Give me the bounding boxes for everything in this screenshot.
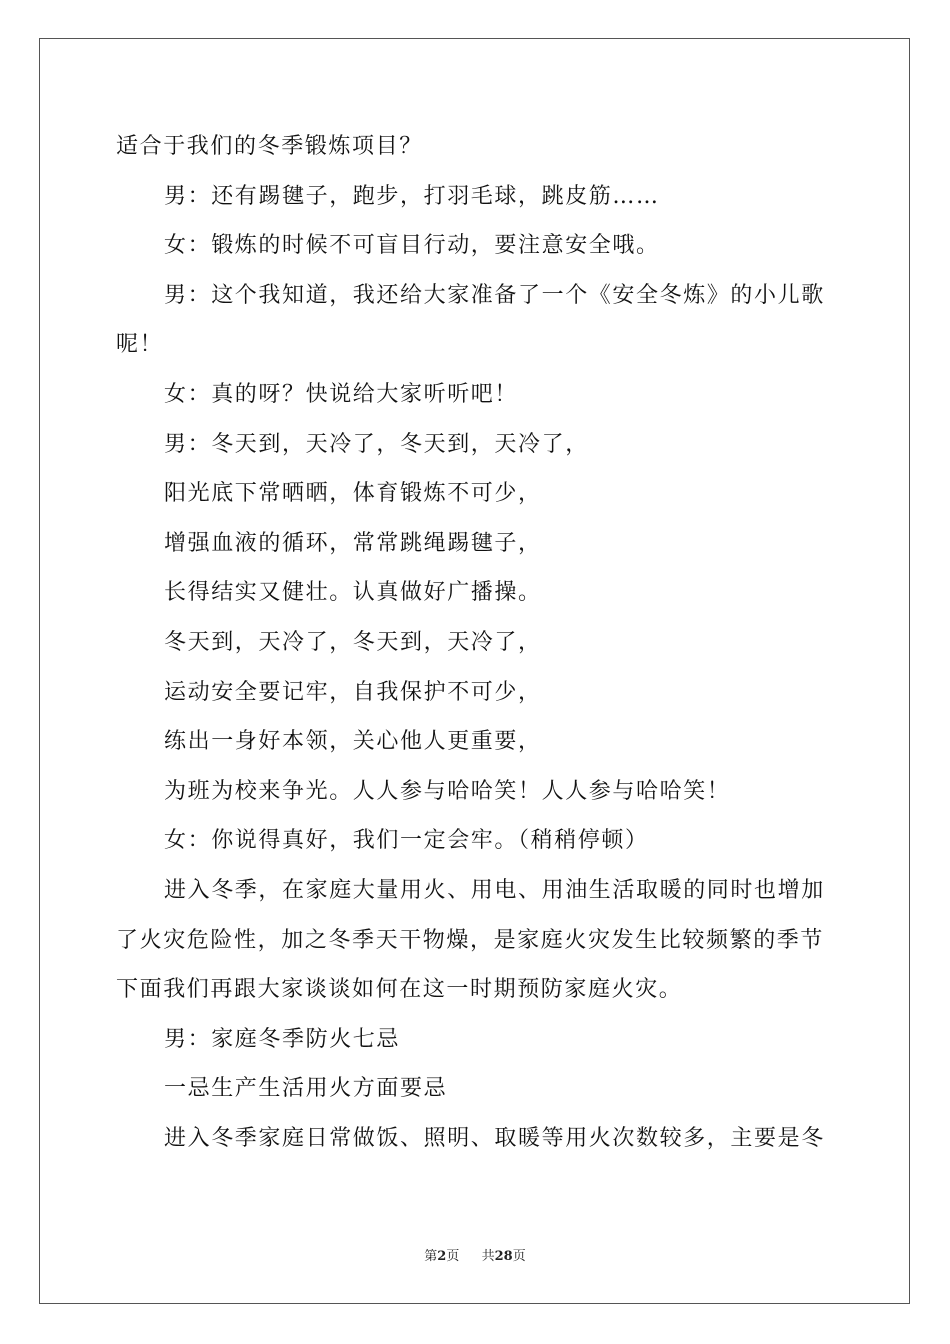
text-line: 冬天到，天冷了，冬天到，天冷了，	[164, 629, 542, 655]
page-number: 2	[437, 1249, 447, 1264]
text-line: 男：冬天到，天冷了，冬天到，天冷了，	[164, 431, 589, 457]
text-line: 女：你说得真好，我们一定会牢。（稍稍停顿）	[164, 828, 649, 854]
text-line: 练出一身好本领，关心他人更重要，	[164, 729, 542, 755]
text-line: 为班为校来争光。人人参与哈哈笑！人人参与哈哈笑！	[164, 778, 731, 804]
document-body	[116, 127, 836, 1168]
text-line: 男：家庭冬季防火七忌	[164, 1026, 401, 1052]
text-line: 运动安全要记牢，自我保护不可少，	[164, 679, 542, 705]
text-line: 呢！	[116, 332, 164, 358]
text-line: 长得结实又健壮。认真做好广播操。	[164, 580, 542, 606]
text-line: 了火灾危险性，加之冬季天干物燥，是家庭火灾发生比较频繁的季节	[116, 927, 825, 953]
text-line: 一忌生产生活用火方面要忌	[164, 1076, 448, 1102]
page-label-prefix: 第	[424, 1249, 438, 1264]
page-footer	[0, 1249, 950, 1265]
text-line: 阳光底下常晒晒，体育锻炼不可少，	[164, 481, 542, 507]
text-line: 增强血液的循环，常常跳绳踢毽子，	[164, 530, 542, 556]
text-line: 男：还有踢毽子，跑步，打羽毛球，跳皮筋……	[164, 183, 660, 209]
text-line: 男：这个我知道，我还给大家准备了一个《安全冬炼》的小儿歌	[164, 282, 825, 308]
page-label-suffix: 页	[446, 1249, 460, 1264]
total-label-prefix: 共	[481, 1249, 495, 1264]
text-line: 女：真的呀？快说给大家听听吧！	[164, 381, 519, 407]
total-label-suffix: 页	[512, 1249, 526, 1264]
text-line: 进入冬季，在家庭大量用火、用电、用油生活取暖的同时也增加	[164, 877, 825, 903]
total-pages: 28	[494, 1249, 513, 1264]
text-line: 下面我们再跟大家谈谈如何在这一时期预防家庭火灾。	[116, 977, 683, 1003]
text-line: 适合于我们的冬季锻炼项目？	[116, 134, 423, 159]
text-line: 进入冬季家庭日常做饭、照明、取暖等用火次数较多，主要是冬	[164, 1125, 825, 1151]
text-line: 女：锻炼的时候不可盲目行动，要注意安全哦。	[164, 233, 660, 259]
